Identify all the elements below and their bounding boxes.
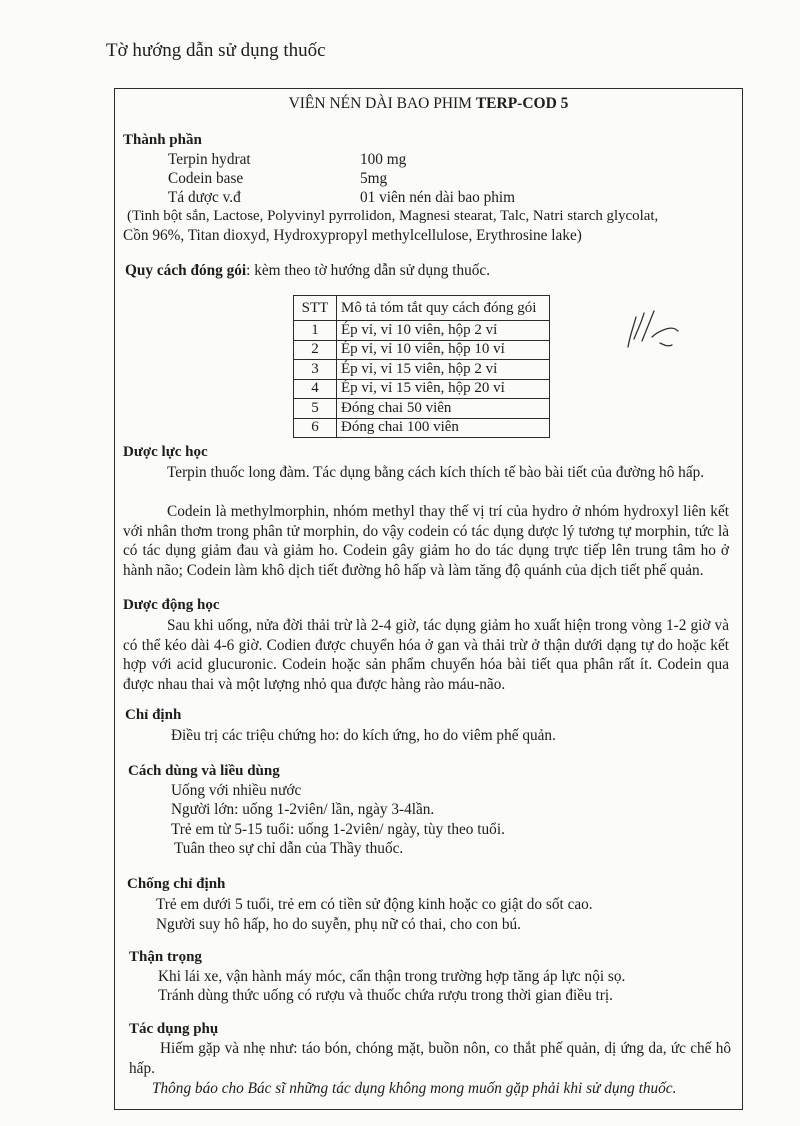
contraindications-line-1: Trẻ em dưới 5 tuổi, trẻ em có tiền sử động kinh hoặc co giật do sốt cao. bbox=[156, 896, 593, 913]
precautions-heading: Thận trọng bbox=[129, 949, 202, 965]
table-cell-description: Ép vỉ, vỉ 15 viên, hộp 2 vỉ bbox=[337, 360, 550, 380]
table-cell-stt: 3 bbox=[294, 360, 337, 380]
ingredient-name-2: Codein base bbox=[168, 170, 244, 187]
dosage-line-2: Người lớn: uống 1-2viên/ lần, ngày 3-4lần. bbox=[171, 801, 435, 818]
table-header-stt: STT bbox=[294, 296, 337, 321]
table-cell-description: Đóng chai 50 viên bbox=[337, 399, 550, 419]
product-title-prefix: VIÊN NÉN DÀI BAO PHIM bbox=[288, 95, 476, 112]
ingredient-name-1: Terpin hydrat bbox=[168, 151, 251, 168]
precautions-line-2: Tránh dùng thức uống có rượu và thuốc chứa rượu trong thời gian điều trị. bbox=[158, 987, 613, 1004]
table-cell-description: Ép vỉ, vỉ 10 viên, hộp 10 vỉ bbox=[337, 340, 550, 360]
handwritten-signature bbox=[620, 299, 690, 359]
product-title bbox=[115, 95, 742, 113]
pharmacodynamics-terpin: Terpin thuốc long đàm. Tác dụng bằng cách kích thích tế bào bài tiết của đường hô hấp. bbox=[167, 464, 705, 481]
table-cell-stt: 2 bbox=[294, 340, 337, 360]
precautions-line-1: Khi lái xe, vận hành máy móc, cẩn thận trong trường hợp tăng áp lực nội sọ. bbox=[158, 968, 626, 985]
product-name: TERP-COD 5 bbox=[475, 95, 569, 112]
ingredient-amount-1: 100 mg bbox=[360, 151, 407, 168]
indications-text: Điều trị các triệu chứng ho: do kích ứng, ho do viêm phế quản. bbox=[171, 727, 556, 744]
table-cell-stt: 1 bbox=[294, 321, 337, 341]
leaflet-frame bbox=[114, 88, 743, 1110]
dosage-heading: Cách dùng và liều dùng bbox=[128, 763, 280, 779]
pharmacokinetics-text: Sau khi uống, nửa đời thải trừ là 2-4 giờ, tác dụng giảm ho xuất hiện trong vòng 1-2 giờ và có thể kéo dài 4-6 giờ. Codien được chuyển hóa ở gan và thải trừ ở thận dưới dạng tự do hoặc kết hợp với acid glucuronic. Codein hoặc sản phẩm chuyển hóa bài tiết qua phân rất ít. Codein qua được nhau thai và một lượng nhỏ qua được hàng rào máu-não. bbox=[123, 617, 729, 693]
table-row bbox=[294, 418, 550, 438]
side-effects-text: Hiếm gặp và nhẹ như: táo bón, chóng mặt, buồn nôn, co thắt phế quản, dị ứng da, ức chế hô hấp. bbox=[129, 1040, 731, 1077]
side-effects-notice: Thông báo cho Bác sĩ những tác dụng không mong muốn gặp phải khi sử dụng thuốc. bbox=[152, 1080, 677, 1097]
side-effects-heading: Tác dụng phụ bbox=[129, 1021, 219, 1037]
table-cell-stt: 5 bbox=[294, 399, 337, 419]
ingredient-amount-2: 5mg bbox=[360, 170, 388, 187]
table-cell-stt: 6 bbox=[294, 418, 337, 438]
packaging-text: : kèm theo tờ hướng dẫn sử dụng thuốc. bbox=[246, 262, 491, 279]
packaging-heading: Quy cách đóng gói bbox=[125, 262, 247, 279]
document-header: Tờ hướng dẫn sử dụng thuốc bbox=[106, 40, 326, 61]
table-header-row bbox=[294, 296, 550, 321]
table-row bbox=[294, 399, 550, 419]
dosage-line-3: Trẻ em từ 5-15 tuổi: uống 1-2viên/ ngày, tùy theo tuổi. bbox=[171, 821, 505, 838]
excipients-line-2: Cồn 96%, Titan dioxyd, Hydroxypropyl methylcellulose, Erythrosine lake) bbox=[123, 227, 582, 244]
table-cell-description: Ép vỉ, vỉ 15 viên, hộp 20 vỉ bbox=[337, 379, 550, 399]
dosage-line-4: Tuân theo sự chỉ dẫn của Thầy thuốc. bbox=[174, 840, 404, 857]
table-cell-description: Đóng chai 100 viên bbox=[337, 418, 550, 438]
composition-heading: Thành phần bbox=[123, 132, 202, 148]
contraindications-heading: Chống chỉ định bbox=[127, 876, 226, 892]
pharmacodynamics-codein: Codein là methylmorphin, nhóm methyl thay thế vị trí của hydro ở nhóm hydroxyl liên kết với nhân thơm trong phân tử morphin, do vậy codein có tác dụng dược lý tương tự morphin, tức là có tác dụng giảm đau và giảm ho. Codein gây giảm ho do tác dụng trực tiếp lên trung tâm ho ở hành não; Codein làm khô dịch tiết đường hô hấp và làm tăng độ quánh của dịch tiết phế quản. bbox=[123, 503, 729, 579]
packaging-line bbox=[125, 261, 490, 280]
dosage-line-1: Uống với nhiều nước bbox=[171, 782, 302, 799]
packaging-table bbox=[293, 295, 550, 438]
table-header-description: Mô tả tóm tắt quy cách đóng gói bbox=[337, 296, 550, 321]
pharmacodynamics-heading: Dược lực học bbox=[123, 444, 208, 460]
ingredient-amount-3: 01 viên nén dài bao phim bbox=[360, 189, 516, 206]
contraindications-line-2: Người suy hô hấp, ho do suyễn, phụ nữ có thai, cho con bú. bbox=[156, 916, 521, 933]
table-row bbox=[294, 379, 550, 399]
excipients-line-1: (Tinh bột sắn, Lactose, Polyvinyl pyrrolidon, Magnesi stearat, Talc, Natri starch glycolat, bbox=[127, 208, 659, 224]
indications-heading: Chỉ định bbox=[125, 707, 182, 723]
table-cell-description: Ép vỉ, vỉ 10 viên, hộp 2 vỉ bbox=[337, 321, 550, 341]
table-cell-stt: 4 bbox=[294, 379, 337, 399]
ingredient-name-3: Tá dược v.đ bbox=[168, 189, 241, 206]
pharmacokinetics-heading: Dược động học bbox=[123, 597, 220, 613]
table-row bbox=[294, 360, 550, 380]
table-row bbox=[294, 340, 550, 360]
table-row bbox=[294, 321, 550, 341]
